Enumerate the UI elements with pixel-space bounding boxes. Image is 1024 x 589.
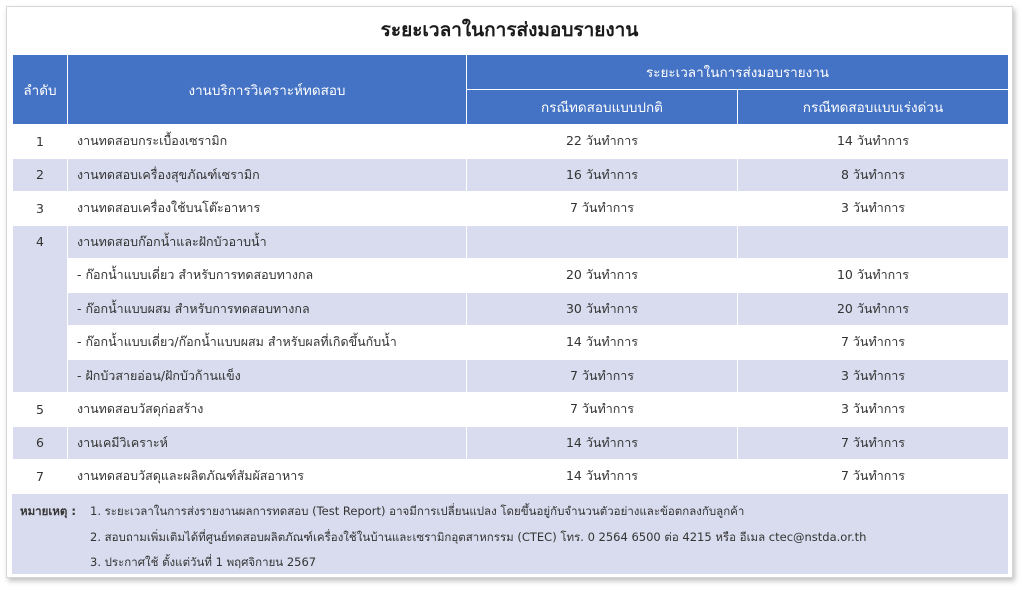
header-urgent: กรณีทดสอบแบบเร่งด่วน bbox=[738, 90, 1009, 125]
row-normal: 7 วันทำการ bbox=[467, 359, 738, 393]
row-urgent bbox=[738, 225, 1009, 259]
row-normal: 14 วันทำการ bbox=[467, 326, 738, 360]
table-subrow bbox=[13, 292, 1009, 326]
row-urgent: 20 วันทำการ bbox=[738, 292, 1009, 326]
row-number: 3 bbox=[13, 192, 68, 226]
row-service: งานทดสอบเครื่องสุขภัณฑ์เซรามิก bbox=[68, 158, 467, 192]
row-normal: 14 วันทำการ bbox=[467, 460, 738, 494]
row-service: งานทดสอบเครื่องใช้บนโต๊ะอาหาร bbox=[68, 192, 467, 226]
row-normal: 16 วันทำการ bbox=[467, 158, 738, 192]
row-number: 6 bbox=[13, 426, 68, 460]
header-no: ลำดับ bbox=[13, 55, 68, 125]
table-subrow bbox=[13, 259, 1009, 293]
row-number: 4 bbox=[13, 225, 68, 393]
document-frame bbox=[6, 6, 1013, 578]
row-normal: 30 วันทำการ bbox=[467, 292, 738, 326]
row-urgent: 7 วันทำการ bbox=[738, 326, 1009, 360]
row-service: งานเคมีวิเคราะห์ bbox=[68, 426, 467, 460]
row-urgent: 7 วันทำการ bbox=[738, 460, 1009, 494]
row-service: งานทดสอบก๊อกน้ำและฝักบัวอาบน้ำ bbox=[68, 225, 467, 259]
table-row-group-header bbox=[13, 225, 1009, 259]
row-service: งานทดสอบวัสดุก่อสร้าง bbox=[68, 393, 467, 427]
row-normal: 14 วันทำการ bbox=[467, 426, 738, 460]
row-number: 5 bbox=[13, 393, 68, 427]
row-service: งานทดสอบกระเบื้องเซรามิก bbox=[68, 125, 467, 159]
row-number: 7 bbox=[13, 460, 68, 494]
row-urgent: 8 วันทำการ bbox=[738, 158, 1009, 192]
note-line-3: 3. ประกาศใช้ ตั้งแต่วันที่ 1 พฤศจิกายน 2567 bbox=[90, 555, 317, 569]
row-service: - ฝักบัวสายอ่อน/ฝักบัวก้านแข็ง bbox=[68, 359, 467, 393]
delivery-period-table bbox=[12, 54, 1009, 494]
table-row bbox=[13, 393, 1009, 427]
table-subrow bbox=[13, 326, 1009, 360]
row-normal: 7 วันทำการ bbox=[467, 393, 738, 427]
notes-label: หมายเหตุ : bbox=[20, 504, 76, 518]
row-urgent: 10 วันทำการ bbox=[738, 259, 1009, 293]
row-urgent: 3 วันทำการ bbox=[738, 359, 1009, 393]
row-service: - ก๊อกน้ำแบบเดี่ยว/ก๊อกน้ำแบบผสม สำหรับผลที่เกิดขึ้นกับน้ำ bbox=[68, 326, 467, 360]
row-number: 2 bbox=[13, 158, 68, 192]
row-urgent: 3 วันทำการ bbox=[738, 192, 1009, 226]
row-service: - ก๊อกน้ำแบบผสม สำหรับการทดสอบทางกล bbox=[68, 292, 467, 326]
notes-box bbox=[12, 494, 1008, 574]
note-line-2: 2. สอบถามเพิ่มเติมได้ที่ศูนย์ทดสอบผลิตภัณฑ์เครื่องใช้ในบ้านและเซรามิกอุตสาหกรรม (CTEC) โทร. 0 2564 6500 ต่อ 4215 หรือ อีเมล ctec@nstda.or.th bbox=[90, 530, 867, 544]
row-normal: 7 วันทำการ bbox=[467, 192, 738, 226]
table-row bbox=[13, 460, 1009, 494]
table-subrow bbox=[13, 359, 1009, 393]
table-row bbox=[13, 192, 1009, 226]
page-title: ระยะเวลาในการส่งมอบรายงาน bbox=[380, 19, 639, 41]
header-normal: กรณีทดสอบแบบปกติ bbox=[467, 90, 738, 125]
row-number: 1 bbox=[13, 125, 68, 159]
row-service: งานทดสอบวัสดุและผลิตภัณฑ์สัมผัสอาหาร bbox=[68, 460, 467, 494]
row-urgent: 14 วันทำการ bbox=[738, 125, 1009, 159]
note-line-1: 1. ระยะเวลาในการส่งรายงานผลการทดสอบ (Test Report) อาจมีการเปลี่ยนแปลง โดยขึ้นอยู่กับจำนวนตัวอย่างและข้อตกลงกับลูกค้า bbox=[90, 504, 745, 518]
row-service: - ก๊อกน้ำแบบเดี่ยว สำหรับการทดสอบทางกล bbox=[68, 259, 467, 293]
row-urgent: 3 วันทำการ bbox=[738, 393, 1009, 427]
row-normal: 20 วันทำการ bbox=[467, 259, 738, 293]
table-row bbox=[13, 158, 1009, 192]
table-row bbox=[13, 125, 1009, 159]
header-service: งานบริการวิเคราะห์ทดสอบ bbox=[68, 55, 467, 125]
row-normal: 22 วันทำการ bbox=[467, 125, 738, 159]
row-normal bbox=[467, 225, 738, 259]
header-period: ระยะเวลาในการส่งมอบรายงาน bbox=[467, 55, 1009, 90]
row-urgent: 7 วันทำการ bbox=[738, 426, 1009, 460]
table-row bbox=[13, 426, 1009, 460]
